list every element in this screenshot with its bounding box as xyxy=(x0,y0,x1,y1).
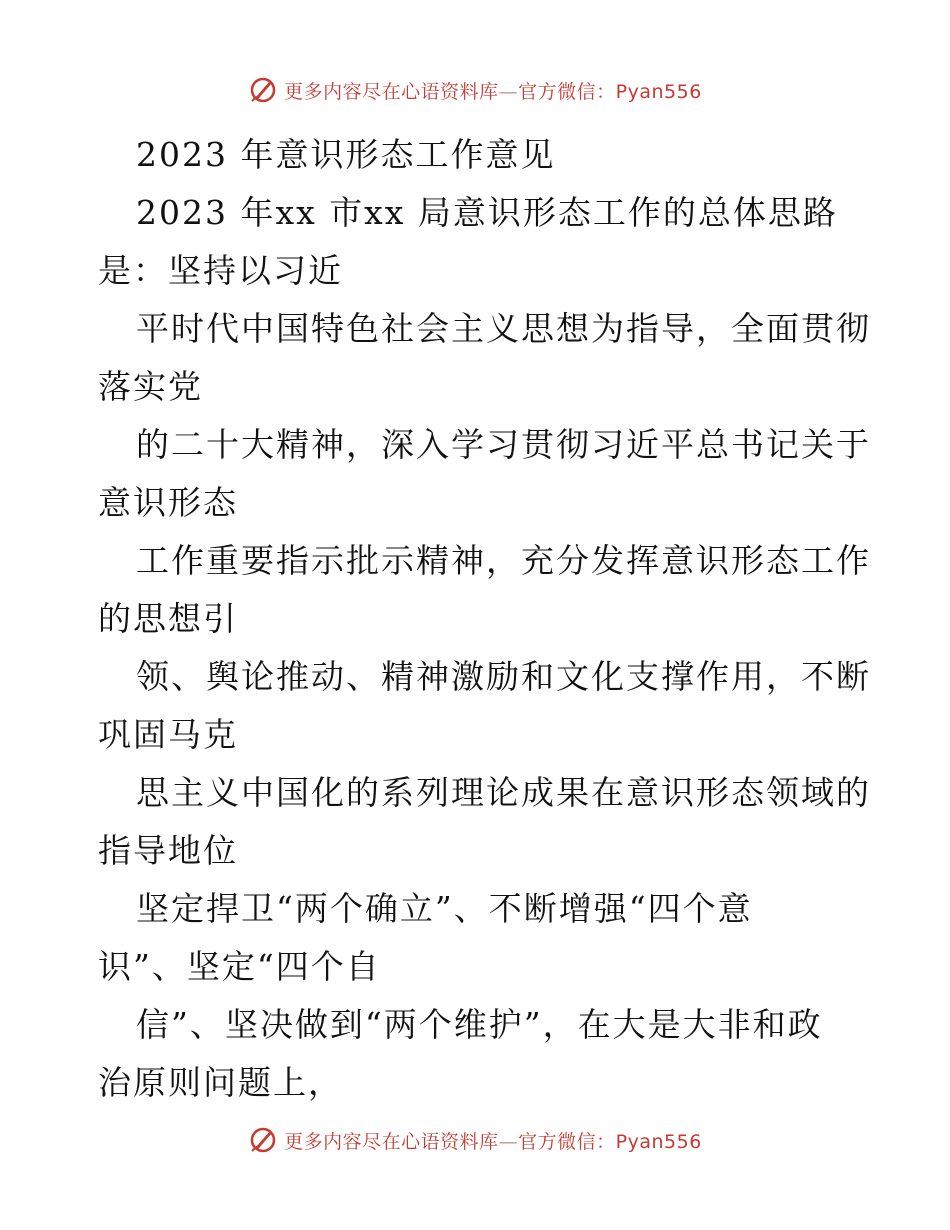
paragraph-line: 的思想引 xyxy=(98,599,238,638)
quill-logo-icon xyxy=(248,1125,278,1155)
paragraph-line: 治原则问题上， xyxy=(98,1063,343,1102)
document-title: 2023 年意识形态工作意见 xyxy=(136,135,556,174)
paragraph-line: 坚定捍卫“两个确立”、不断增强“四个意 xyxy=(136,889,753,928)
paragraph-line: 落实党 xyxy=(98,367,203,406)
paragraph-line: 意识形态 xyxy=(98,483,238,522)
paragraph-line: 指导地位 xyxy=(98,831,238,870)
paragraph-line: 思主义中国化的系列理论成果在意识形态领域的 xyxy=(136,773,871,812)
paragraph-line: 领、舆论推动、精神激励和文化支撑作用，不断 xyxy=(136,657,871,696)
paragraph-line: 工作重要指示批示精神，充分发挥意识形态工作 xyxy=(136,541,871,580)
paragraph-line: 的二十大精神，深入学习贯彻习近平总书记关于 xyxy=(136,425,871,464)
paragraph-line: 2023 年xx 市xx 局意识形态工作的总体思路 xyxy=(136,193,838,232)
paragraph-line: 信”、坚决做到“两个维护”，在大是大非和政 xyxy=(136,1005,823,1044)
quill-logo-icon xyxy=(248,75,278,105)
paragraph-line: 是：坚持以习近 xyxy=(98,251,343,290)
paragraph-line: 巩固马克 xyxy=(98,715,238,754)
paragraph-line: 平时代中国特色社会主义思想为指导，全面贯彻 xyxy=(136,309,871,348)
document-body xyxy=(98,126,871,1112)
paragraph-line: 识”、坚定“四个自 xyxy=(98,947,381,986)
header-watermark xyxy=(0,70,950,110)
footer-watermark xyxy=(0,1120,950,1160)
watermark-text: 更多内容尽在心语资料库—官方微信：Pyan556 xyxy=(284,1130,702,1153)
watermark-text: 更多内容尽在心语资料库—官方微信：Pyan556 xyxy=(284,80,702,103)
